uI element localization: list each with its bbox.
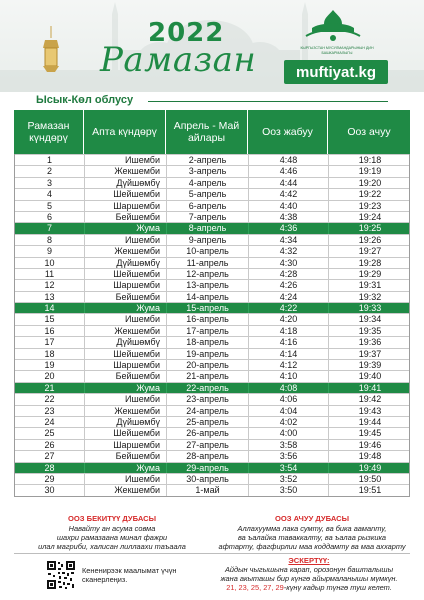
table-row — [15, 245, 409, 256]
date-cell: 16-апрель — [167, 314, 249, 324]
weekday-cell: Ишемби — [85, 155, 167, 165]
iftar-time-cell: 19:20 — [358, 177, 382, 188]
weekday-cell: Дүйшөмбү — [85, 337, 167, 347]
weekday-cell: Бейшемби — [85, 212, 167, 222]
weekday-cell: Дүйшөмбү — [85, 178, 167, 188]
ramadan-day-cell: 2 — [15, 166, 85, 176]
ramadan-title: Рамазан — [100, 40, 257, 80]
weekday-cell: Бейшемби — [85, 371, 167, 381]
region-title: Ысык-Көл облусу — [36, 94, 134, 106]
weekday-cell: Жекшемби — [85, 406, 167, 416]
suhoor-time-cell: 3:52 — [249, 474, 329, 484]
iftar-time-cell: 19:41 — [358, 382, 382, 393]
weekday-cell: Жума — [85, 223, 167, 233]
table-row — [15, 222, 409, 233]
date-cell: 15-апрель — [167, 303, 249, 313]
iftar-time-cell: 19:44 — [358, 416, 382, 427]
date-cell: 23-апрель — [167, 394, 249, 404]
iftar-prayer-block — [214, 514, 410, 551]
weekday-cell: Дүйшөмбү — [85, 258, 167, 268]
suhoor-prayer-line: шахри рамазаана минал фажри — [56, 533, 168, 542]
iftar-time-cell: 19:23 — [358, 200, 382, 211]
table-row — [15, 393, 409, 404]
ramadan-day-cell: 14 — [15, 303, 85, 313]
table-row — [15, 416, 409, 427]
suhoor-time-cell: 4:48 — [249, 155, 329, 165]
suhoor-time-cell: 4:32 — [249, 246, 329, 256]
weekday-cell: Жума — [85, 463, 167, 473]
weekday-cell: Жума — [85, 383, 167, 393]
table-row — [15, 462, 409, 473]
ramadan-day-cell: 6 — [15, 212, 85, 222]
weekday-cell: Шаршемби — [85, 360, 167, 370]
iftar-time-cell: 19:24 — [358, 211, 382, 222]
table-row — [15, 177, 409, 188]
column-header-ramadan-day: Рамазан күндөрү — [14, 110, 84, 154]
suhoor-time-cell: 4:30 — [249, 258, 329, 268]
table-row — [15, 370, 409, 381]
table-row — [15, 325, 409, 336]
weekday-cell: Жекшемби — [85, 485, 167, 495]
table-row — [15, 348, 409, 359]
suhoor-time-cell: 4:00 — [249, 428, 329, 438]
ramadan-day-cell: 1 — [15, 155, 85, 165]
suhoor-time-cell: 4:44 — [249, 178, 329, 188]
iftar-time-cell: 19:22 — [358, 189, 382, 200]
iftar-time-cell: 19:34 — [358, 314, 382, 325]
date-cell: 12-апрель — [167, 269, 249, 279]
ramadan-day-cell: 17 — [15, 337, 85, 347]
date-cell: 29-апрель — [167, 463, 249, 473]
iftar-time-cell: 19:51 — [358, 485, 382, 496]
qr-code[interactable] — [46, 560, 76, 590]
ramadan-day-cell: 12 — [15, 280, 85, 290]
suhoor-time-cell: 4:38 — [249, 212, 329, 222]
date-cell: 19-апрель — [167, 349, 249, 359]
suhoor-time-cell: 4:28 — [249, 269, 329, 279]
column-header-weekday: Апта күндөрү — [84, 110, 166, 154]
iftar-time-cell: 19:29 — [358, 268, 382, 279]
column-header-iftar: Ооз ачуу — [347, 126, 391, 138]
ramadan-day-cell: 13 — [15, 292, 85, 302]
iftar-time-cell: 19:27 — [358, 246, 382, 257]
weekday-cell: Шейшемби — [85, 349, 167, 359]
suhoor-time-cell: 4:46 — [249, 166, 329, 176]
ramadan-day-cell: 8 — [15, 235, 85, 245]
suhoor-prayer-block — [14, 514, 210, 551]
table-row — [15, 234, 409, 245]
ramadan-day-cell: 18 — [15, 349, 85, 359]
weekday-cell: Бейшемби — [85, 451, 167, 461]
warning-title: ЭСКЕРТҮҮ: — [288, 556, 330, 565]
table-row — [15, 313, 409, 324]
weekday-cell: Шейшемби — [85, 269, 167, 279]
iftar-time-cell: 19:43 — [358, 405, 382, 416]
weekday-cell: Жума — [85, 303, 167, 313]
footer-divider — [14, 553, 410, 554]
table-row — [15, 484, 409, 495]
date-cell: 17-апрель — [167, 326, 249, 336]
iftar-time-cell: 19:35 — [358, 325, 382, 336]
date-cell: 28-апрель — [167, 451, 249, 461]
date-cell: 26-апрель — [167, 428, 249, 438]
date-cell: 1-май — [167, 485, 249, 495]
weekday-cell: Жекшемби — [85, 166, 167, 176]
table-header — [14, 110, 410, 154]
ramadan-day-cell: 30 — [15, 485, 85, 495]
suhoor-time-cell: 3:50 — [249, 485, 329, 495]
ramadan-day-cell: 23 — [15, 406, 85, 416]
ramadan-day-cell: 15 — [15, 314, 85, 324]
column-header-date: Апрель - Май айлары — [166, 110, 248, 154]
suhoor-time-cell: 4:26 — [249, 280, 329, 290]
ramadan-day-cell: 5 — [15, 201, 85, 211]
iftar-time-cell: 19:39 — [358, 360, 382, 371]
iftar-time-cell: 19:36 — [358, 337, 382, 348]
table-row — [15, 473, 409, 484]
suhoor-time-cell: 4:08 — [249, 383, 329, 393]
ramadan-day-cell: 21 — [15, 383, 85, 393]
table-row — [15, 211, 409, 222]
date-cell: 6-апрель — [167, 201, 249, 211]
date-cell: 30-апрель — [167, 474, 249, 484]
weekday-cell: Шаршемби — [85, 201, 167, 211]
date-cell: 25-апрель — [167, 417, 249, 427]
suhoor-time-cell: 4:16 — [249, 337, 329, 347]
warning-line: жана акыташы бир күнгө айырмаланышы мүмкүн. — [220, 574, 398, 583]
iftar-time-cell: 19:49 — [358, 462, 382, 473]
suhoor-time-cell: 4:22 — [249, 303, 329, 313]
iftar-time-cell: 19:45 — [358, 428, 382, 439]
warning-block — [206, 556, 412, 592]
iftar-prayer-line: ва ъалайка таваккалту, ва ъалаа рызкика — [237, 533, 387, 542]
table-row — [15, 302, 409, 313]
suhoor-time-cell: 4:24 — [249, 292, 329, 302]
suhoor-time-cell: 4:10 — [249, 371, 329, 381]
ramadan-day-cell: 25 — [15, 428, 85, 438]
iftar-time-cell: 19:25 — [358, 223, 382, 234]
suhoor-time-cell: 4:42 — [249, 189, 329, 199]
column-header-suhoor: Ооз жабуу — [248, 110, 328, 154]
schedule-table — [14, 110, 410, 497]
suhoor-time-cell: 4:40 — [249, 201, 329, 211]
suhoor-time-cell: 4:34 — [249, 235, 329, 245]
ramadan-day-cell: 9 — [15, 246, 85, 256]
ramadan-day-cell: 10 — [15, 258, 85, 268]
date-cell: 18-апрель — [167, 337, 249, 347]
table-row — [15, 359, 409, 370]
suhoor-time-cell: 3:54 — [249, 463, 329, 473]
ramadan-day-cell: 11 — [15, 269, 85, 279]
iftar-time-cell: 19:28 — [358, 257, 382, 268]
suhoor-prayer-title: ООЗ БЕКИТҮҮ ДУБАСЫ — [67, 514, 157, 523]
table-row — [15, 405, 409, 416]
iftar-time-cell: 19:50 — [358, 473, 382, 484]
iftar-time-cell: 19:19 — [358, 166, 382, 177]
weekday-cell: Шаршемби — [85, 280, 167, 290]
table-row — [15, 291, 409, 302]
date-cell: 20-апрель — [167, 360, 249, 370]
date-cell: 5-апрель — [167, 189, 249, 199]
warning-line-end: -күнү кадыр түнгө туш келет. — [283, 583, 392, 592]
weekday-cell: Жекшемби — [85, 326, 167, 336]
ramadan-day-cell: 22 — [15, 394, 85, 404]
weekday-cell: Шаршемби — [85, 440, 167, 450]
table-row — [15, 188, 409, 199]
suhoor-prayer-line: Навайту ан асума совма — [68, 524, 156, 533]
date-cell: 10-апрель — [167, 246, 249, 256]
suhoor-time-cell: 3:58 — [249, 440, 329, 450]
warning-line — [206, 583, 412, 592]
weekday-cell: Ишемби — [85, 394, 167, 404]
table-row — [15, 450, 409, 461]
iftar-time-cell: 19:40 — [358, 371, 382, 382]
suhoor-time-cell: 4:04 — [249, 406, 329, 416]
date-cell: 7-апрель — [167, 212, 249, 222]
muftiyat-logo — [300, 8, 366, 44]
organization-name: КЫРГЫЗСТАН МУСУЛМАНДАРЫНЫН ДИН БАШКАРМАЛЫГЫ — [300, 46, 374, 55]
suhoor-time-cell: 4:36 — [249, 223, 329, 233]
suhoor-time-cell: 4:12 — [249, 360, 329, 370]
weekday-cell: Шейшемби — [85, 428, 167, 438]
table-row — [15, 427, 409, 438]
table-body — [14, 154, 410, 497]
date-cell: 21-апрель — [167, 371, 249, 381]
date-cell: 13-апрель — [167, 280, 249, 290]
date-cell: 24-апрель — [167, 406, 249, 416]
iftar-time-cell: 19:48 — [358, 451, 382, 462]
weekday-cell: Жекшемби — [85, 246, 167, 256]
suhoor-time-cell: 4:20 — [249, 314, 329, 324]
date-cell: 8-апрель — [167, 223, 249, 233]
table-row — [15, 257, 409, 268]
table-row — [15, 439, 409, 450]
weekday-cell: Дүйшөмбү — [85, 417, 167, 427]
date-cell: 27-апрель — [167, 440, 249, 450]
ramadan-day-cell: 19 — [15, 360, 85, 370]
date-cell: 4-апрель — [167, 178, 249, 188]
table-row — [15, 200, 409, 211]
ramadan-day-cell: 3 — [15, 178, 85, 188]
iftar-time-cell: 19:37 — [358, 348, 382, 359]
date-cell: 3-апрель — [167, 166, 249, 176]
date-cell: 9-апрель — [167, 235, 249, 245]
suhoor-time-cell: 3:56 — [249, 451, 329, 461]
header-banner — [0, 0, 424, 92]
iftar-prayer-line: афтарту, фагфирлии маа коддамту ва маа аххарту — [218, 542, 406, 551]
date-cell: 11-апрель — [167, 258, 249, 268]
iftar-time-cell: 19:42 — [358, 394, 382, 405]
ramadan-day-cell: 4 — [15, 189, 85, 199]
iftar-prayer-line: Аллахуумма лака сумту, ва бика аамanту, — [237, 524, 387, 533]
suhoor-time-cell: 4:18 — [249, 326, 329, 336]
iftar-time-cell: 19:32 — [358, 291, 382, 302]
warning-line: Айдын чыгышына карап, орозонун башталышы — [224, 565, 394, 574]
scan-instruction: Кененирээк маалымат үчүн сканерлеңиз. — [82, 566, 177, 584]
year-heading: 2022 — [148, 18, 225, 48]
date-cell: 2-апрель — [167, 155, 249, 165]
iftar-time-cell: 19:31 — [358, 280, 382, 291]
table-row — [15, 279, 409, 290]
iftar-time-cell: 19:46 — [358, 439, 382, 450]
ramadan-day-cell: 27 — [15, 451, 85, 461]
table-row — [15, 154, 409, 165]
table-row — [15, 165, 409, 176]
suhoor-prayer-line: илал магриби, халисан лиллаахи таъаала — [38, 542, 186, 551]
ramadan-day-cell: 16 — [15, 326, 85, 336]
ramadan-day-cell: 26 — [15, 440, 85, 450]
weekday-cell: Ишемби — [85, 314, 167, 324]
date-cell: 22-апрель — [167, 383, 249, 393]
table-row — [15, 382, 409, 393]
iftar-prayer-title: ООЗ АЧУУ ДУБАСЫ — [274, 514, 350, 523]
iftar-time-cell: 19:18 — [358, 155, 382, 165]
date-cell: 14-апрель — [167, 292, 249, 302]
ramadan-day-cell: 24 — [15, 417, 85, 427]
ramadan-day-cell: 28 — [15, 463, 85, 473]
suhoor-time-cell: 4:14 — [249, 349, 329, 359]
suhoor-time-cell: 4:02 — [249, 417, 329, 427]
iftar-time-cell: 19:33 — [358, 303, 382, 314]
crescent-moon-icon — [52, 18, 106, 82]
weekday-cell: Ишемби — [85, 474, 167, 484]
table-row — [15, 336, 409, 347]
laylat-al-qadr-days: 21, 23, 25, 27, 29 — [226, 583, 284, 592]
suhoor-time-cell: 4:06 — [249, 394, 329, 404]
table-row — [15, 268, 409, 279]
weekday-cell: Шейшемби — [85, 189, 167, 199]
ramadan-day-cell: 29 — [15, 474, 85, 484]
weekday-cell: Бейшемби — [85, 292, 167, 302]
region-underline — [148, 101, 388, 102]
iftar-time-cell: 19:26 — [358, 234, 382, 245]
ramadan-day-cell: 7 — [15, 223, 85, 233]
ramadan-day-cell: 20 — [15, 371, 85, 381]
website-link[interactable]: muftiyat.kg — [284, 60, 388, 84]
weekday-cell: Ишемби — [85, 235, 167, 245]
